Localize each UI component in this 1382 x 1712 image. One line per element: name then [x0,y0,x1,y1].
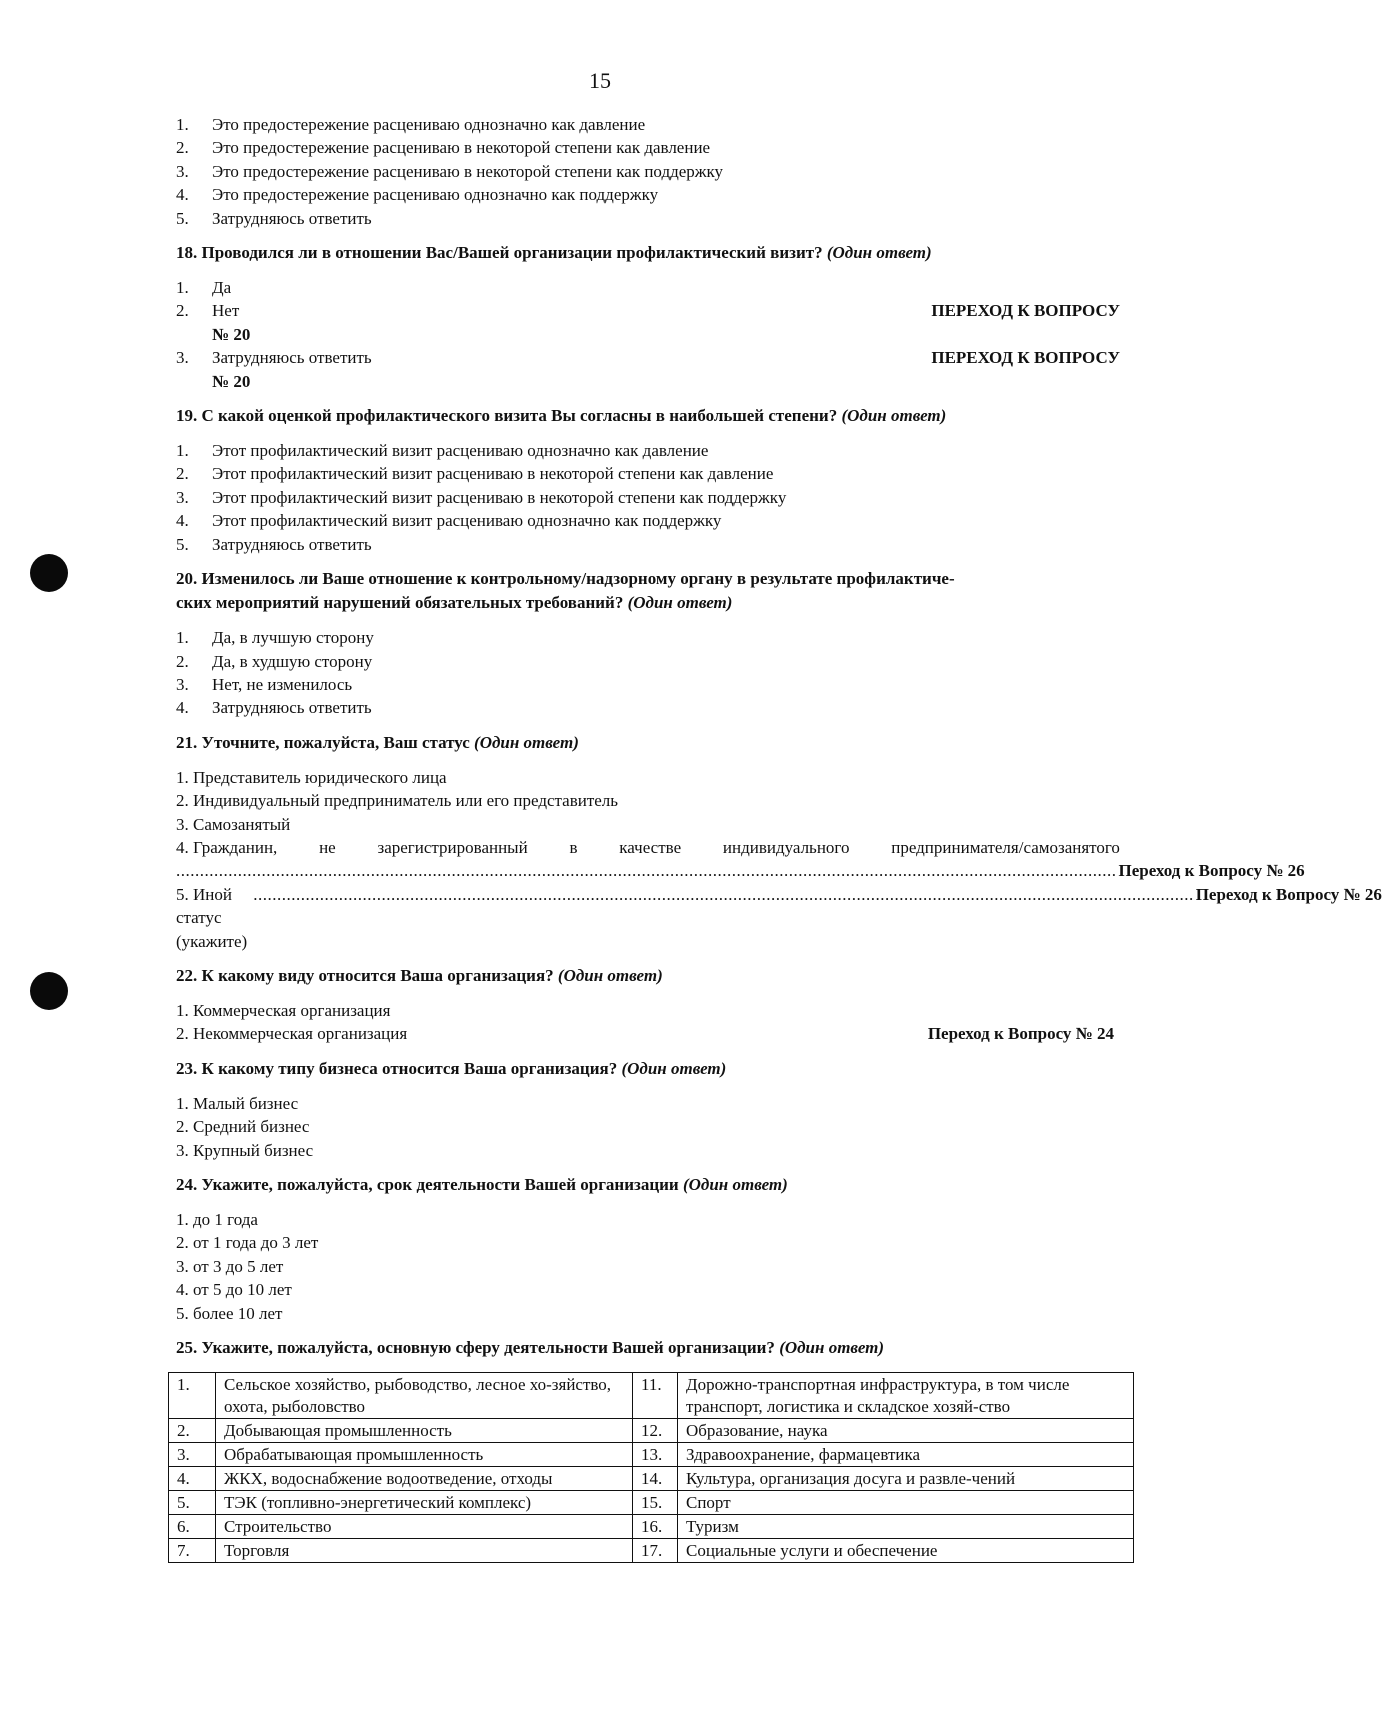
list-item: 2. Некоммерческая организация Переход к Вопросу № 24 [176,1022,1120,1045]
q17-options [176,113,1120,230]
skip-instruction-cont: № 20 [212,324,251,344]
table-row: 2. Добывающая промышленность 12. Образование, наука [169,1419,1134,1443]
list-item: 1. до 1 года [176,1210,258,1229]
list-item: 4. Гражданин, не зарегистрированный в качестве индивидуального предпринимателя/самозанятого [176,837,1120,857]
table-row: 3. Обрабатывающая промышленность 13. Здравоохранение, фармацевтика [169,1443,1134,1467]
list-item: 3. Это предостережение расцениваю в некоторой степени как поддержку [176,161,724,181]
questionnaire-body [176,113,1382,1563]
list-item: 3. Этот профилактический визит расцениваю в некоторой степени как поддержку [176,487,787,507]
list-item: 1. Представитель юридического лица [176,767,447,787]
page-number: 15 [589,68,611,93]
list-item: 2. Да, в худшую сторону [176,651,373,671]
list-item: 1. Да [176,278,232,298]
question-23-title: 23. К какому типу бизнеса относится Ваша организация? (Один ответ) [176,1058,727,1078]
table-row: 4. ЖКХ, водоснабжение водоотведение, отходы 14. Культура, организация досуга и развле-чений [169,1467,1134,1491]
question-22-title: 22. К какому виду относится Ваша организация? (Один ответ) [176,965,663,985]
question-24-title: 24. Укажите, пожалуйста, срок деятельности Вашей организации (Один ответ) [176,1175,788,1194]
question-20-title: 20. Изменилось ли Ваше отношение к контрольному/надзорному органу в результате профилактиче- ских мероприятий нарушений обязательных требований? (Один ответ) [176,569,955,613]
list-item: 1. Коммерческая организация [176,1000,391,1020]
skip-instruction: Переход к Вопросу № 26 [1195,884,1382,904]
skip-instruction-cont: № 20 [212,371,251,391]
table-row: 1. Сельское хозяйство, рыбоводство, лесное хо-зяйство, охота, рыболовство 11. Дорожно-транспортная инфраструктура, в том числе транспорт, логистика и складское хозяй-ство [169,1373,1134,1419]
list-item: 1. Малый бизнес [176,1093,299,1113]
list-item: 3. Затрудняюсь ответить ПЕРЕХОД К ВОПРОСУ [176,346,1120,369]
list-item: 1. Да, в лучшую сторону [176,628,374,648]
list-item: 3. Самозанятый [176,814,291,834]
list-item: 2. Средний бизнес [176,1117,310,1137]
list-item: 2. от 1 года до 3 лет [176,1233,319,1253]
list-item: 3. Нет, не изменилось [176,674,353,694]
activity-sphere-table [168,1372,1134,1563]
list-item: 1. Это предостережение расцениваю однозначно как давление [176,115,646,134]
list-item: 5. более 10 лет [176,1303,283,1323]
table-row: 7. Торговля 17. Социальные услуги и обеспечение [169,1539,1134,1563]
list-item: 3. Крупный бизнес [176,1140,314,1160]
question-18-title: 18. Проводился ли в отношении Вас/Вашей организации профилактический визит? (Один ответ) [176,243,932,263]
list-item: 3. от 3 до 5 лет [176,1256,284,1276]
list-item: 4. от 5 до 10 лет [176,1280,292,1300]
punch-hole-bottom [30,972,68,1010]
list-item: 2. Это предостережение расцениваю в некоторой степени как давление [176,138,711,158]
list-item: 4. Затрудняюсь ответить [176,698,372,718]
list-item: 4. Этот профилактический визит расцениваю однозначно как поддержку [176,511,722,531]
list-item: 5. Затрудняюсь ответить [176,534,372,554]
skip-instruction: Переход к Вопросу № 26 [1118,861,1305,881]
list-item: 2. Индивидуальный предприниматель или его представитель [176,791,619,811]
table-row: 6. Строительство 16. Туризм [169,1515,1134,1539]
skip-instruction: ПЕРЕХОД К ВОПРОСУ [931,301,1120,321]
list-item: 4. Это предостережение расцениваю однозначно как поддержку [176,185,659,205]
list-item: 2. Нет ПЕРЕХОД К ВОПРОСУ [176,299,1120,322]
question-19-title: 19. С какой оценкой профилактического визита Вы согласны в наибольшей степени? (Один ответ) [176,406,947,426]
punch-hole-top [30,554,68,592]
list-item: 5. Иной статус (укажите) ...................................................................................................................................................................................................... Переход к Вопросу № 26 [176,883,1120,953]
question-21-title: 21. Уточните, пожалуйста, Ваш статус (Один ответ) [176,732,579,752]
skip-instruction: Переход к Вопросу № 24 [927,1024,1114,1044]
question-25-title: 25. Укажите, пожалуйста, основную сферу деятельности Вашей организации? (Один ответ) [176,1338,885,1358]
list-item: 1. Этот профилактический визит расцениваю однозначно как давление [176,441,709,461]
list-item: 2. Этот профилактический визит расцениваю в некоторой степени как давление [176,464,774,484]
skip-instruction: ПЕРЕХОД К ВОПРОСУ [931,348,1120,368]
list-item: 5. Затрудняюсь ответить [176,208,372,228]
list-item-continuation: ...................................................................................................................................................................................................... Переход к Вопросу № 26 [176,859,1120,882]
table-row: 5. ТЭК (топливно-энергетический комплекс) 15. Спорт [169,1491,1134,1515]
